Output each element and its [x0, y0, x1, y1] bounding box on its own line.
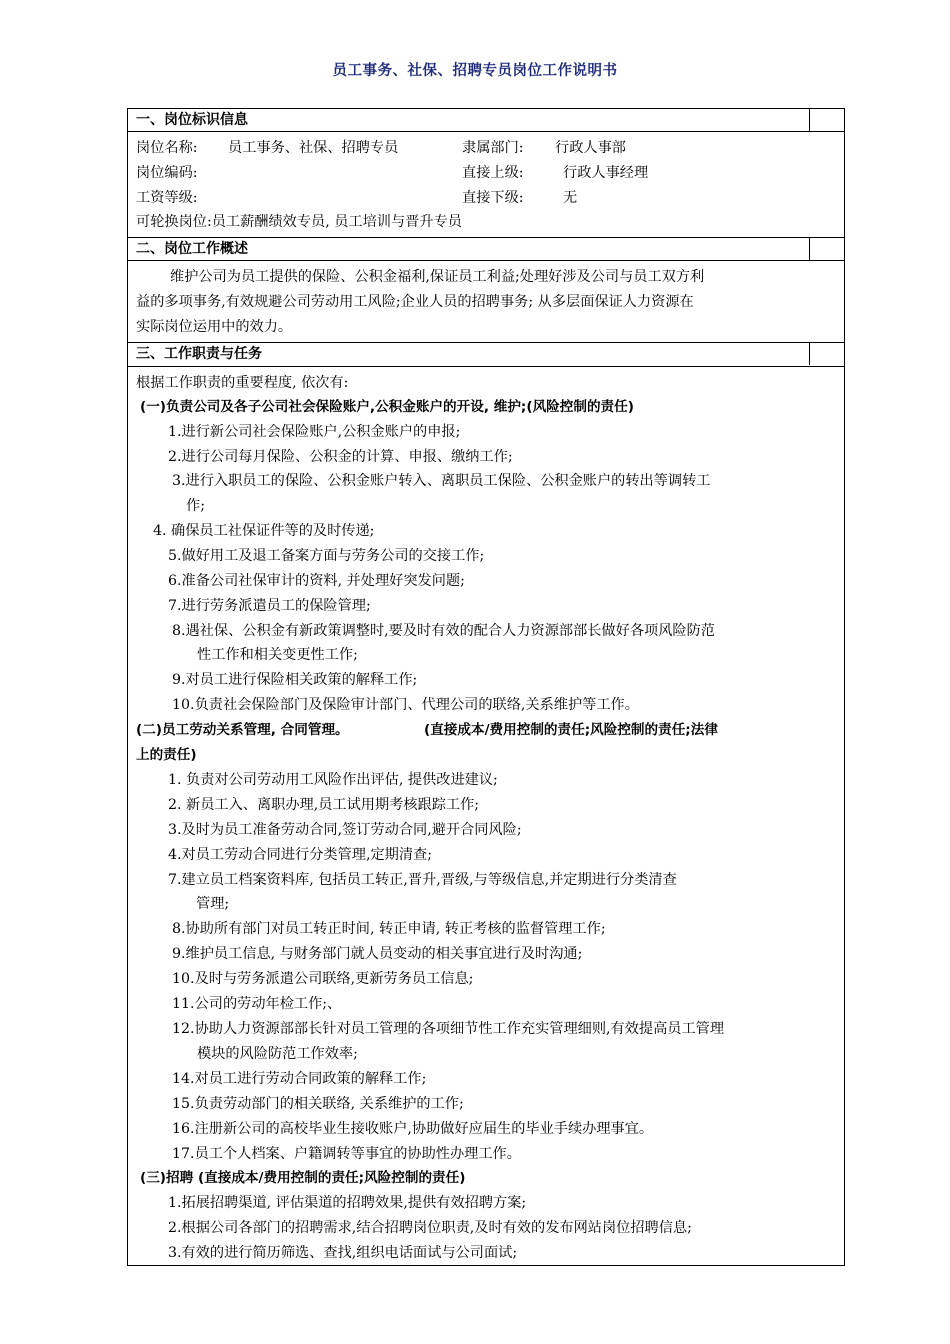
duty-item: 16.注册新公司的高校毕业生接收账户,协助做好应届生的毕业手续办理事宜。	[172, 1121, 654, 1137]
position-name-value: 员工事务、社保、招聘专员	[228, 140, 399, 156]
duty-item: 17.员工个人档案、户籍调转等事宜的协助性办理工作。	[172, 1146, 521, 1162]
duty-item-continued: 模块的风险防范工作效率;	[197, 1046, 358, 1062]
duty-item: 7.进行劳务派遣员工的保险管理;	[168, 598, 371, 614]
superior-label: 直接上级:	[462, 165, 524, 181]
section-header-overview: 二、岗位工作概述	[128, 238, 810, 260]
duty-item: 8.协助所有部门对员工转正时间, 转正申请, 转正考核的监督管理工作;	[172, 921, 606, 937]
duty-item: 8.遇社保、公积金有新政策调整时,要及时有效的配合人力资源部部长做好各项风险防范	[172, 623, 715, 639]
section-header-duties: 三、工作职责与任务	[128, 343, 810, 365]
duty-item: 9.对员工进行保险相关政策的解释工作;	[172, 672, 418, 688]
duty-item: 11.公司的劳动年检工作;、	[172, 996, 342, 1012]
department-value: 行政人事部	[555, 140, 626, 156]
department-label: 隶属部门:	[462, 140, 524, 156]
duty-item: 7.建立员工档案资料库, 包括员工转正,晋升,晋级,与等级信息,并定期进行分类清查	[168, 872, 677, 888]
duty-item: 5.做好用工及退工备案方面与劳务公司的交接工作;	[168, 548, 485, 564]
duty-item: 4.对员工劳动合同进行分类管理,定期清查;	[168, 847, 433, 863]
duty-item: 15.负责劳动部门的相关联络, 关系维护的工作;	[172, 1096, 464, 1112]
subordinate-label: 直接下级:	[462, 190, 524, 206]
duty-item: 2.进行公司每月保险、公积金的计算、申报、缴纳工作;	[168, 449, 513, 465]
duty-item: 3.进行入职员工的保险、公积金账户转入、离职员工保险、公积金账户的转出等调转工	[172, 473, 711, 489]
duty-item: 3.及时为员工准备劳动合同,签订劳动合同,避开合同风险;	[168, 822, 522, 838]
duty-item-continued: 作;	[186, 498, 205, 514]
subordinate-value: 无	[563, 190, 578, 206]
duty-item: 2.根据公司各部门的招聘需求,结合招聘岗位职责,及时有效的发布网站岗位招聘信息;	[168, 1220, 692, 1236]
duty-item: 6.准备公司社保审计的资料, 并处理好突发问题;	[168, 573, 465, 589]
divider	[127, 131, 845, 132]
divider	[127, 260, 845, 261]
duty-item: 1.进行新公司社会保险账户,公积金账户的申报;	[168, 424, 461, 440]
duty-group-heading: (二)员工劳动关系管理, 合同管理。	[136, 722, 349, 738]
overview-line: 实际岗位运用中的效力。	[136, 319, 293, 335]
duty-group-heading-continued: 上的责任)	[136, 747, 197, 763]
section-header-identification: 一、岗位标识信息	[128, 109, 810, 131]
position-code-label: 岗位编码:	[136, 165, 198, 181]
divider	[127, 366, 845, 367]
salary-grade-label: 工资等级:	[136, 190, 198, 206]
duty-item-continued: 性工作和相关变更性工作;	[197, 647, 358, 663]
duty-group-heading: (一)负责公司及各子公司社会保险账户,公积金账户的开设, 维护;(风险控制的责任)	[140, 399, 634, 415]
duty-item: 1.拓展招聘渠道, 评估渠道的招聘效果,提供有效招聘方案;	[168, 1195, 527, 1211]
duty-item: 1. 负责对公司劳动用工风险作出评估, 提供改进建议;	[168, 772, 498, 788]
duty-item: 9.维护员工信息, 与财务部门就人员变动的相关事宜进行及时沟通;	[172, 946, 583, 962]
duty-item: 12.协助人力资源部部长针对员工管理的各项细节性工作充实管理细则,有效提高员工管理	[172, 1021, 725, 1037]
duty-item: 3.有效的进行简历筛选、查找,组织电话面试与公司面试;	[168, 1245, 518, 1261]
overview-line: 维护公司为员工提供的保险、公积金福利,保证员工利益;处理好涉及公司与员工双方利	[170, 269, 705, 285]
rotation-positions: 可轮换岗位:员工薪酬绩效专员, 员工培训与晋升专员	[136, 214, 462, 230]
duty-item: 10.及时与劳务派遣公司联络,更新劳务员工信息;	[172, 971, 474, 987]
duty-item: 10.负责社会保险部门及保险审计部门、代理公司的联络,关系维护等工作。	[172, 697, 639, 713]
document-title: 员工事务、社保、招聘专员岗位工作说明书	[332, 63, 618, 79]
superior-value: 行政人事经理	[563, 165, 649, 181]
duty-item-continued: 管理;	[196, 896, 230, 912]
duty-item: 14.对员工进行劳动合同政策的解释工作;	[172, 1071, 427, 1087]
duty-item: 2. 新员工入、离职办理,员工试用期考核跟踪工作;	[168, 797, 480, 813]
duty-group-heading-responsibility: (直接成本/费用控制的责任;风险控制的责任;法律	[424, 722, 718, 738]
duty-item: 4. 确保员工社保证件等的及时传递;	[153, 523, 375, 539]
overview-line: 益的多项事务,有效规避公司劳动用工风险;企业人员的招聘事务; 从多层面保证人力资源在	[136, 294, 694, 310]
duty-group-heading: (三)招聘 (直接成本/费用控制的责任;风险控制的责任)	[140, 1170, 466, 1186]
duties-intro: 根据工作职责的重要程度, 依次有:	[136, 375, 349, 391]
position-name-label: 岗位名称:	[136, 140, 198, 156]
